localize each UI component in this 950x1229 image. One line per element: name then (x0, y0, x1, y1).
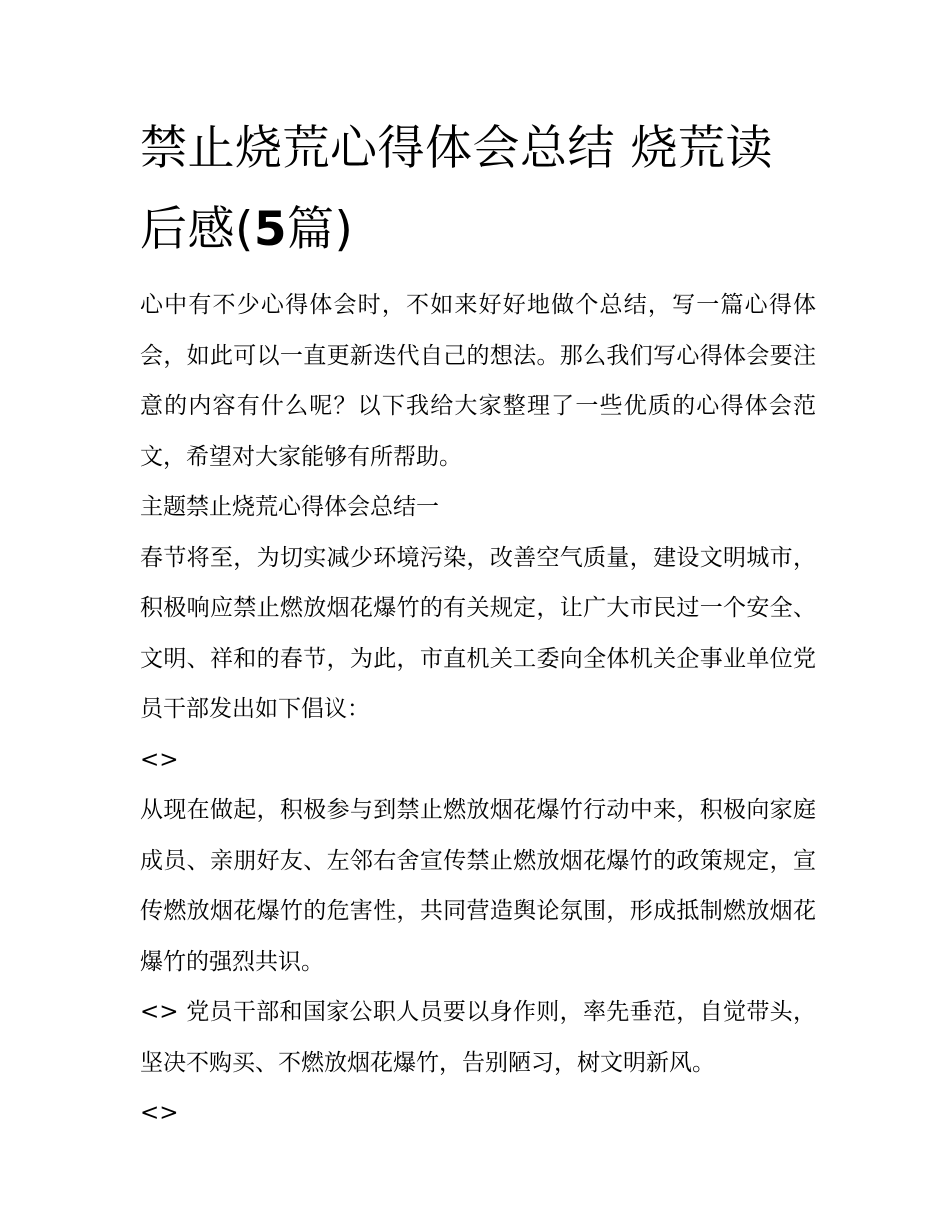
body-paragraph: 从现在做起，积极参与到禁止燃放烟花爆竹行动中来，积极向家庭成员、亲朋好友、左邻右舍宣传禁止燃放烟花爆竹的政策规定，宣传燃放烟花爆竹的危害性，共同营造舆论氛围，形成抵制燃放烟花爆竹的强烈共识。 (140, 797, 816, 975)
intro-paragraph: 心中有不少心得体会时，不如来好好地做个总结，写一篇心得体会，如此可以一直更新迭代自己的想法。那么我们写心得体会要注意的内容有什么呢？以下我给大家整理了一些优质的心得体会范文，希望对大家能够有所帮助。 (140, 292, 816, 470)
placeholder-marker: <> (140, 746, 179, 773)
body-paragraph: <> 党员干部和国家公职人员要以身作则，率先垂范，自觉带头，坚决不购买、不燃放烟花爆竹，告别陋习，树文明新风。 (140, 999, 816, 1076)
section-heading: 主题禁止烧荒心得体会总结一 (140, 494, 439, 520)
placeholder-marker: <> (140, 1100, 179, 1126)
document-page (140, 108, 816, 1139)
body-paragraph: 春节将至，为切实减少环境污染，改善空气质量，建设文明城市，积极响应禁止燃放烟花爆竹的有关规定，让广大市民过一个安全、文明、祥和的春节，为此，市直机关工委向全体机关企事业单位党员干部发出如下倡议： (140, 544, 816, 722)
document-title (140, 108, 816, 270)
title-text-part1: 禁止烧荒心得体会总结 烧荒读后感( (140, 121, 773, 257)
title-text-part2: 篇) (287, 202, 354, 257)
title-count: 5 (253, 202, 288, 257)
